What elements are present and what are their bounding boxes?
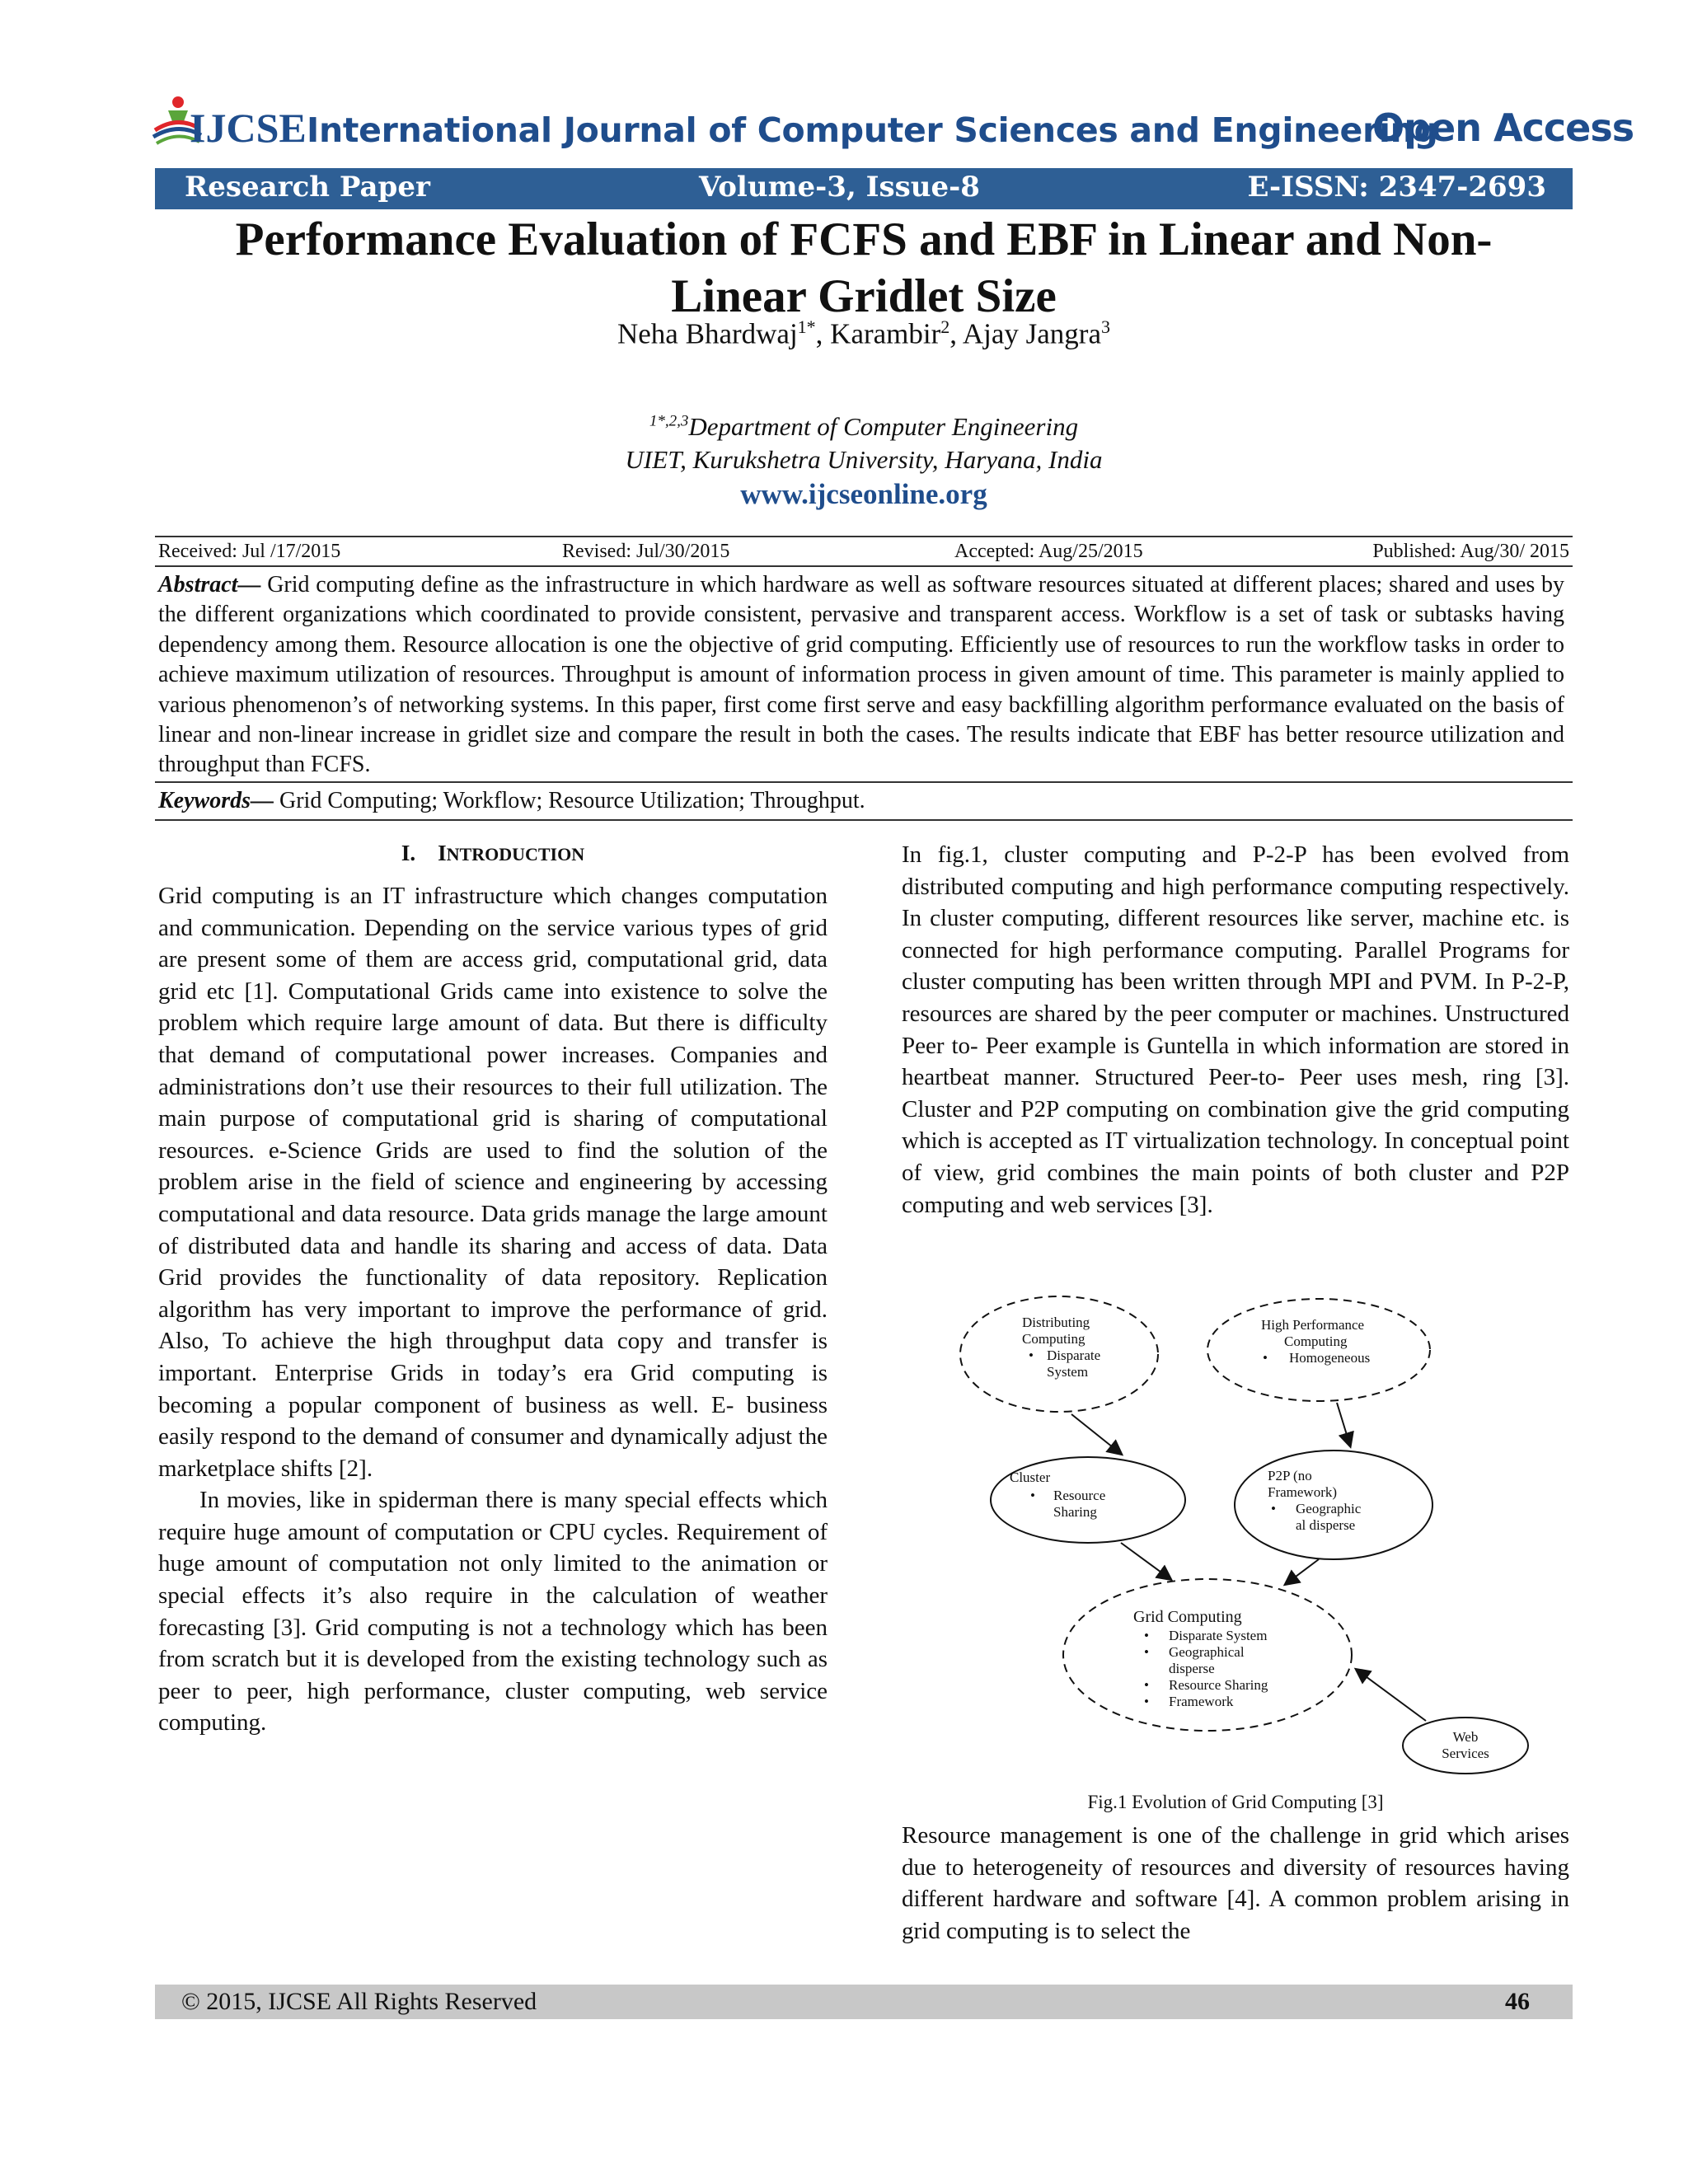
- author-name: Ajay Jangra: [962, 317, 1101, 350]
- journal-website-link[interactable]: www.ijcseonline.org: [740, 478, 987, 510]
- logo-figure-head: [172, 96, 184, 108]
- divider-keywords: [155, 819, 1573, 821]
- journal-info-bar: [155, 168, 1573, 209]
- figure-evolution-grid-computing: [956, 1292, 1533, 1787]
- journal-name: International Journal of Computer Sciences and Engineering: [307, 110, 1438, 150]
- bullet-icon: •: [1144, 1694, 1149, 1709]
- author-mark: 1*: [797, 316, 816, 337]
- node-bullet-text: al disperse: [1296, 1517, 1356, 1533]
- paragraph: Resource management is one of the challenge in grid which arises due to heterogeneity of resources and diversity of resources having different hardware and software [4]. A common problem arising in grid computing is to select the: [902, 1822, 1569, 1944]
- node-bullet-text: Resource: [1053, 1488, 1106, 1503]
- cloud-bullet-text: Disparate: [1047, 1347, 1101, 1363]
- left-column: [158, 880, 828, 1739]
- paper-title-line-1: Performance Evaluation of FCFS and EBF in Linear and Non-: [235, 213, 1493, 265]
- author-mark: 3: [1101, 316, 1110, 337]
- node-title: Services: [1442, 1746, 1489, 1761]
- cloud-grid-computing: [1063, 1579, 1352, 1731]
- cloud-distributed-computing: [960, 1296, 1158, 1412]
- node-bullet-text: Sharing: [1053, 1504, 1097, 1520]
- abstract: [158, 570, 1564, 780]
- paper-type: Research Paper: [185, 171, 430, 204]
- bullet-icon: •: [1263, 1350, 1268, 1366]
- node-bullet-text: Geographic: [1296, 1501, 1362, 1516]
- cloud-bullet-text: System: [1047, 1364, 1089, 1380]
- affiliation-dept-text: Department of Computer Engineering: [688, 412, 1079, 441]
- author-separator: ,: [815, 317, 831, 350]
- cloud-title: Computing: [1022, 1331, 1085, 1347]
- node-web-services: [1403, 1718, 1528, 1774]
- cloud-item: Resource Sharing: [1169, 1677, 1268, 1693]
- node-p2p: [1235, 1451, 1432, 1559]
- arrow-p2p-to-grid: [1286, 1559, 1319, 1584]
- bullet-icon: •: [1030, 1488, 1035, 1503]
- arrow-web-to-grid: [1357, 1670, 1426, 1721]
- affiliation-institution: UIET, Kurukshetra University, Haryana, India: [625, 445, 1103, 474]
- divider-abstract: [155, 781, 1573, 783]
- date-accepted: Accepted: Aug/25/2015: [954, 541, 1143, 562]
- author-separator: ,: [950, 317, 963, 350]
- arrow-distributed-to-cluster: [1071, 1414, 1121, 1454]
- volume-issue: Volume-3, Issue-8: [699, 171, 980, 204]
- cloud-item: disperse: [1169, 1661, 1215, 1676]
- figure-caption: Fig.1 Evolution of Grid Computing [3]: [1087, 1792, 1384, 1812]
- date-published: Published: Aug/30/ 2015: [1372, 541, 1569, 562]
- author-mark: 2: [940, 316, 950, 337]
- copyright-notice: © 2015, IJCSE All Rights Reserved: [181, 1988, 537, 2015]
- paragraph: In fig.1, cluster computing and P-2-P has been evolved from distributed computing and high performance computing respectively. In cluster computing, different resources like server, machine etc. is connected for high performance computing. Parallel Programs for cluster computing has been written through MPI and PVM. In P-2-P, resources are shared by the peer computer or machines. Unstructured Peer to- Peer example is Guntella in which information are stored in heartbeat manner. Structured Peer-to- Peer uses mesh, ring [3]. Cluster and P2P computing on combination give the grid computing which is accepted as IT virtualization technology. In conceptual point of view, grid combines the main points of both cluster and P2P computing and web services [3].: [902, 841, 1569, 1218]
- section-title-rest: NTRODUCTION: [446, 844, 585, 865]
- abstract-text: Grid computing define as the infrastructure in which hardware as well as software resources situated at different places; shared and uses by the different organizations which coordinated to provide consistent, pervasive and transparent access. Workflow is a set of task or subtasks having dependency among them. Resource allocation is one the objective of grid computing. Efficiently use of resources to run the workflow tasks in order to achieve maximum utilization of resources. Throughput is amount of information process in given amount of time. This parameter is mainly applied to various phenomenon’s of networking systems. In this paper, first come first serve and easy backfilling algorithm performance evaluated on the basis of linear and non-linear increase in gridlet size and compare the result in both the cases. The results indicate that EBF has better resource utilization and throughput than FCFS.: [158, 572, 1564, 778]
- arrow-cluster-to-grid: [1121, 1543, 1170, 1579]
- journal-logo: [150, 92, 307, 155]
- affiliation-mark: 1*,2,3: [649, 412, 689, 430]
- date-received: Received: Jul /17/2015: [158, 541, 341, 562]
- author-list: [155, 316, 1573, 351]
- eissn: E-ISSN: 2347-2693: [1247, 171, 1546, 204]
- right-column-top: [902, 839, 1569, 1221]
- section-heading-introduction: [158, 841, 828, 866]
- paragraph: In movies, like in spiderman there is many special effects which require huge amount of computation or CPU cycles. Requirement of huge amount of computation not only limited to the animation or special effects it’s also require in the calculation of weather forecasting [3]. Grid computing is not a technology which has been from scratch but it is developed from the existing technology such as peer to peer, high performance, cluster computing, web service computing.: [158, 1487, 828, 1736]
- cloud-bullet-text: Homogeneous: [1289, 1350, 1371, 1366]
- divider-top: [155, 536, 1573, 537]
- cloud-title: High Performance: [1261, 1317, 1365, 1333]
- node-title: Cluster: [1010, 1469, 1051, 1485]
- paragraph: Grid computing is an IT infrastructure which changes computation and communication. Depending on the service various types of grid are present some of them are access grid, computational grid, data grid etc [1]. Computational Grids came into existence to solve the problem which require large amount of data. But there is difficulty that demand of computational power increases. Companies and administrations don’t use their resources to their full utilization. The main purpose of computational grid is sharing of computational resources. e-Science Grids are used to find the solution of the problem arise in the field of science and engineering by accessing computational and data resource. Data grids manage the large amount of distributed data and handle its sharing and access of data. Data Grid provides the functionality of data repository. Replication algorithm has very important to improve the performance of grid. Also, To achieve the high throughput data copy and transfer is important. Enterprise Grids in today’s era Grid computing is becoming a popular component of business as well. E- business easily respond to the demand of consumer and dynamically adjust the marketplace shifts [2].: [158, 883, 828, 1482]
- cloud-title: Distributing: [1022, 1315, 1090, 1330]
- cloud-high-performance-computing: [1207, 1299, 1430, 1401]
- abstract-label: Abstract—: [158, 572, 261, 598]
- bullet-icon: •: [1144, 1628, 1149, 1643]
- author-name: Neha Bhardwaj: [617, 317, 798, 350]
- bullet-icon: •: [1144, 1677, 1149, 1693]
- node-title: P2P (no: [1268, 1468, 1312, 1483]
- cloud-item: Framework: [1169, 1694, 1234, 1709]
- keywords-text: Grid Computing; Workflow; Resource Utilization; Throughput.: [274, 788, 865, 813]
- cloud-title: Grid Computing: [1133, 1608, 1242, 1626]
- section-title-initial: I: [438, 841, 447, 865]
- submission-dates: [158, 541, 1569, 565]
- node-title: Framework): [1268, 1484, 1338, 1500]
- arrow-hpc-to-p2p: [1337, 1403, 1350, 1446]
- paper-title-line-2: Linear Gridlet Size: [671, 270, 1057, 322]
- right-column-bottom: [902, 1820, 1569, 1947]
- keywords-label: Keywords—: [158, 788, 274, 813]
- paper-title: [155, 211, 1573, 325]
- node-title: Web: [1452, 1729, 1479, 1745]
- logo-text: IJCSE: [190, 105, 307, 151]
- author-name: Karambir: [830, 317, 941, 350]
- affiliation-department: [155, 412, 1573, 442]
- page-number: 46: [1505, 1988, 1530, 2015]
- date-revised: Revised: Jul/30/2015: [562, 541, 730, 562]
- bullet-icon: •: [1029, 1347, 1034, 1363]
- open-access-label: Open Access: [1372, 105, 1634, 150]
- divider-dates: [155, 565, 1573, 567]
- bullet-icon: •: [1144, 1644, 1149, 1660]
- page-footer: [155, 1985, 1573, 2019]
- node-cluster: [991, 1457, 1185, 1543]
- bullet-icon: •: [1271, 1501, 1276, 1516]
- cloud-title: Computing: [1284, 1333, 1348, 1349]
- keywords: [158, 788, 1564, 814]
- cloud-item: Disparate System: [1169, 1628, 1268, 1643]
- cloud-item: Geographical: [1169, 1644, 1245, 1660]
- section-number: I.: [401, 841, 416, 865]
